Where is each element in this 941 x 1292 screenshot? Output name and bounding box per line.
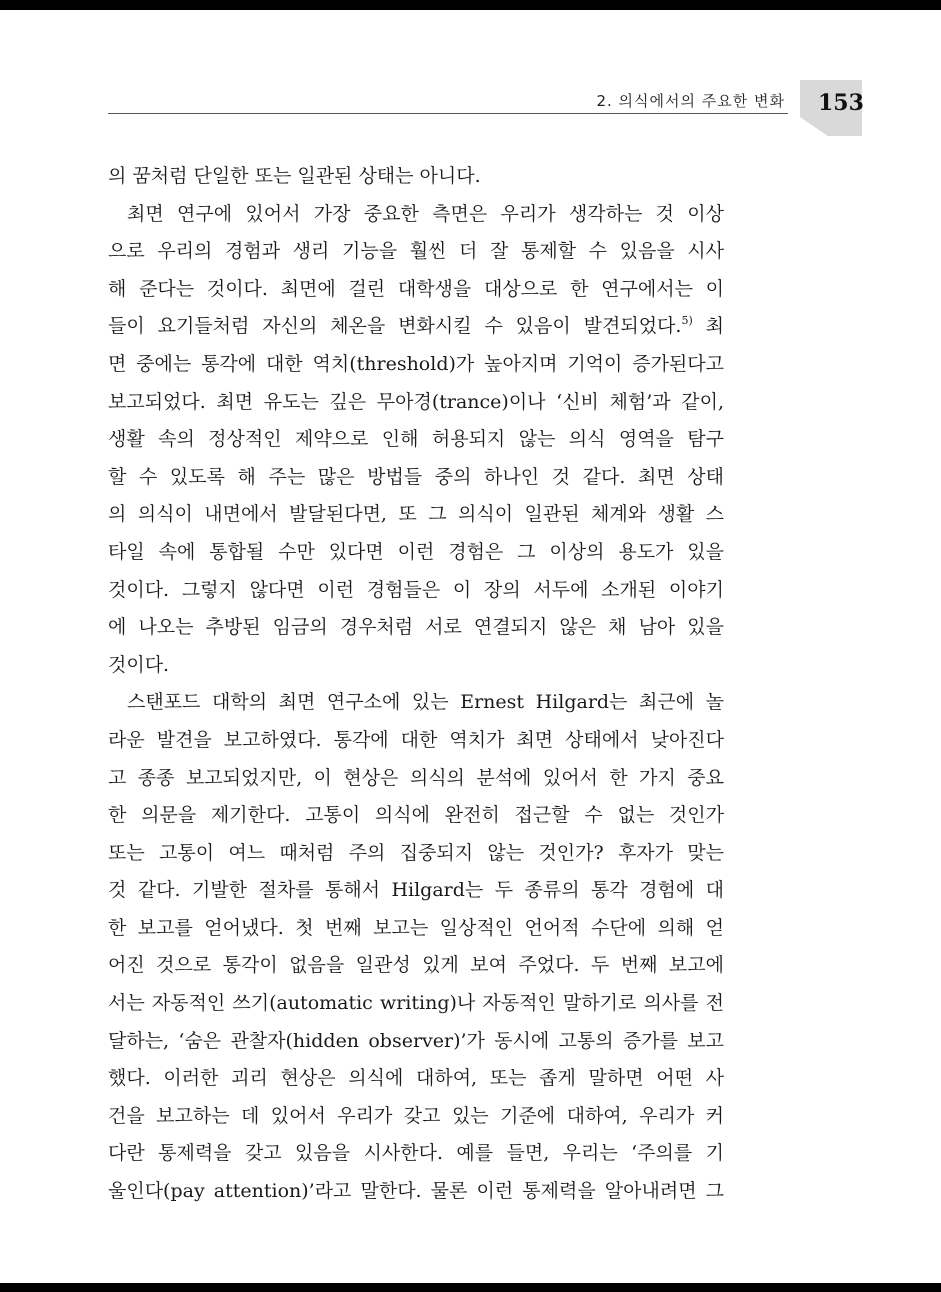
text-line: 생활 속의 정상적인 제약으로 인해 허용되지 않는 의식 영역을 탐구	[108, 428, 724, 451]
text-line: 보고되었다. 최면 유도는 깊은 무아경(trance)이나 ‘신비 체험’과 같이,	[108, 390, 724, 413]
header-rule	[108, 113, 788, 114]
text-line: 어진 것으로 통각이 없음을 일관성 있게 보여 주었다. 두 번째 보고에	[108, 954, 724, 977]
text-line: 해 준다는 것이다. 최면에 걸린 대학생을 대상으로 한 연구에서는 이	[108, 277, 724, 300]
text-line: 으로 우리의 경험과 생리 기능을 훨씬 더 잘 통제할 수 있음을 시사	[108, 240, 724, 263]
top-border-bar	[0, 0, 941, 10]
text-line: 한 보고를 얻어냈다. 첫 번째 보고는 일상적인 언어적 수단에 의해 얻	[108, 916, 724, 939]
text-segment: 들이 요기들처럼 자신의 체온을 변화시킬 수 있음이 발견되었다.	[108, 315, 682, 338]
text-line: 최면 연구에 있어서 가장 중요한 측면은 우리가 생각하는 것 이상	[127, 202, 724, 225]
text-line: 면 중에는 통각에 대한 역치(threshold)가 높아지며 기억이 증가된다고	[108, 352, 724, 375]
body-text	[108, 158, 724, 1211]
text-line: 또는 고통이 여느 때처럼 주의 집중되지 않는 것인가? 후자가 맞는	[108, 841, 724, 864]
text-line: 할 수 있도록 해 주는 많은 방법들 중의 하나인 것 같다. 최면 상태	[108, 465, 724, 488]
text-line: 것이다.	[108, 653, 170, 676]
text-line: 의 꿈처럼 단일한 또는 일관된 상태는 아니다.	[108, 165, 481, 187]
text-line-with-footnote	[108, 308, 724, 346]
text-line: 다란 통제력을 갖고 있음을 시사한다. 예를 들면, 우리는 ‘주의를 기	[108, 1142, 724, 1165]
text-line: 스탠포드 대학의 최면 연구소에 있는 Ernest Hilgard는 최근에 놀	[127, 691, 724, 714]
text-line: 것이다. 그렇지 않다면 이런 경험들은 이 장의 서두에 소개된 이야기	[108, 578, 724, 601]
text-line: 한 의문을 제기한다. 고통이 의식에 완전히 접근할 수 없는 것인가	[108, 804, 724, 827]
text-line: 의 의식이 내면에서 발달된다면, 또 그 의식이 일관된 체계와 생활 스	[108, 503, 724, 526]
text-segment: 최	[692, 315, 724, 338]
text-line: 것 같다. 기발한 절차를 통해서 Hilgard는 두 종류의 통각 경험에 대	[108, 879, 724, 902]
text-line: 에 나오는 추방된 임금의 경우처럼 서로 연결되지 않은 채 남아 있을	[108, 616, 724, 639]
running-head: 2. 의식에서의 주요한 변화	[596, 92, 785, 110]
text-line: 했다. 이러한 괴리 현상은 의식에 대하여, 또는 좁게 말하면 어떤 사	[108, 1067, 724, 1090]
text-line: 고 종종 보고되었지만, 이 현상은 의식의 분석에 있어서 한 가지 중요	[108, 766, 724, 789]
text-line: 라운 발견을 보고하였다. 통각에 대한 역치가 최면 상태에서 낮아진다	[108, 728, 724, 751]
text-line: 건을 보고하는 데 있어서 우리가 갖고 있는 기준에 대하여, 우리가 커	[108, 1104, 724, 1127]
text-line: 달하는, ‘숨은 관찰자(hidden observer)’가 동시에 고통의 증가를 보고	[108, 1029, 724, 1052]
text-line: 서는 자동적인 쓰기(automatic writing)나 자동적인 말하기로 의사를 전	[108, 992, 724, 1015]
footnote-marker: 5)	[681, 314, 693, 328]
text-line: 울인다(pay attention)’라고 말한다. 물론 이런 통제력을 알아내려면 그	[108, 1180, 724, 1203]
page-number: 153	[818, 90, 864, 116]
bottom-border-bar	[0, 1283, 941, 1292]
text-line: 타일 속에 통합될 수만 있다면 이런 경험은 그 이상의 용도가 있을	[108, 540, 724, 563]
